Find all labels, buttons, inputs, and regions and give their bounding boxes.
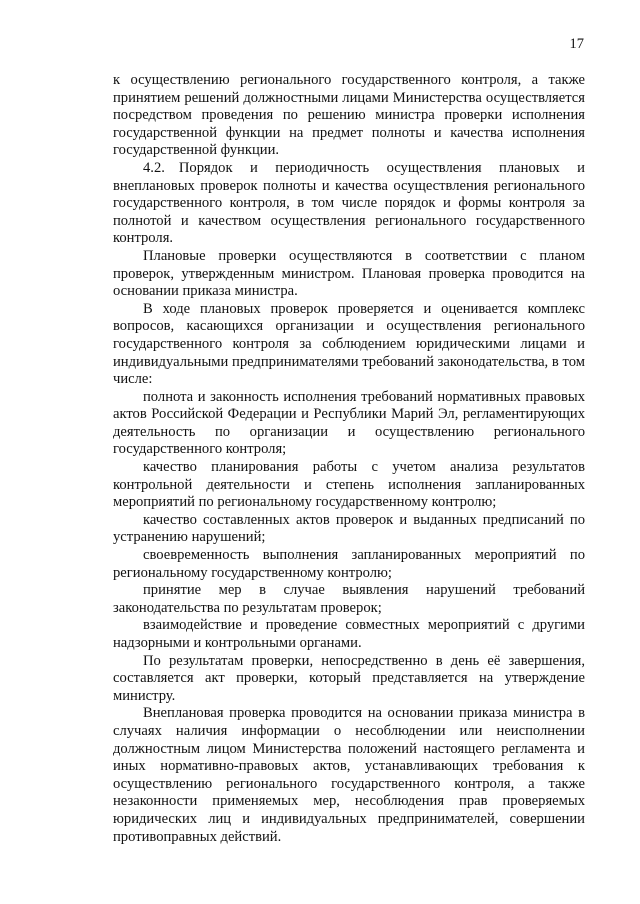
document-body xyxy=(113,72,585,846)
section-number: 4.2. xyxy=(143,159,165,176)
list-item-legality: полнота и законность исполнения требований нормативных правовых актов Российской Федерации и Республики Марий Эл, регламентирующих деятельность по организации и осуществлению регионального государственного контроля; xyxy=(113,388,585,458)
list-item-timeliness: своевременность выполнения запланированных мероприятий по региональному государственному контролю; xyxy=(113,547,585,581)
page-number: 17 xyxy=(569,36,584,52)
list-item-cooperation: взаимодействие и проведение совместных мероприятий с другими надзорными и контрольными органами. xyxy=(113,617,585,651)
paragraph-unplanned-checks: Внеплановая проверка проводится на основании приказа министра в случаях наличия информации о несоблюдении или неисполнении должностным лицом Министерства положений настоящего регламента и иных нормативно-правовых актов, устанавливающих требования к осуществлению регионального государственного контроля, а также незаконности применяемых мер, несоблюдения прав проверяемых юридических лиц и индивидуальных предпринимателей, совершении противоправных действий. xyxy=(113,705,585,845)
section-heading-4-2 xyxy=(113,160,585,248)
list-item-planning-quality: качество планирования работы с учетом анализа результатов контрольной деятельности и степень исполнения запланированных мероприятий по региональному государственному контролю; xyxy=(113,459,585,511)
paragraph-planned-checks: Плановые проверки осуществляются в соответствии с планом проверок, утвержденным министром. Плановая проверка проводится на основании приказа министра. xyxy=(113,247,585,300)
paragraph-check-act: По результатам проверки, непосредственно в день её завершения, составляется акт проверки, который представляется на утверждение министру. xyxy=(113,652,585,704)
list-item-acts-quality: качество составленных актов проверок и выданных предписаний по устранению нарушений; xyxy=(113,511,585,546)
section-text: Порядок и периодичность осуществления плановых и внеплановых проверок полноты и качества осуществления регионального государственного контроля, в том числе порядок и формы контроля за полнотой и качеством осуществления регионального государственного контроля. xyxy=(113,159,585,247)
paragraph-check-scope: В ходе плановых проверок проверяется и оценивается комплекс вопросов, касающихся организации и осуществления регионального государственного контроля за соблюдением юридическими лицами и индивидуальными предпринимателями требований законодательства, в том числе: xyxy=(113,300,585,388)
paragraph-continuation: к осуществлению регионального государственного контроля, а также принятием решений должностными лицами Министерства осуществляется посредством проведения по решению министра проверки исполнения государственной функции на предмет полноты и качества исполнения государственной функции. xyxy=(113,72,585,159)
list-item-measures: принятие мер в случае выявления нарушений требований законодательства по результатам проверок; xyxy=(113,582,585,616)
